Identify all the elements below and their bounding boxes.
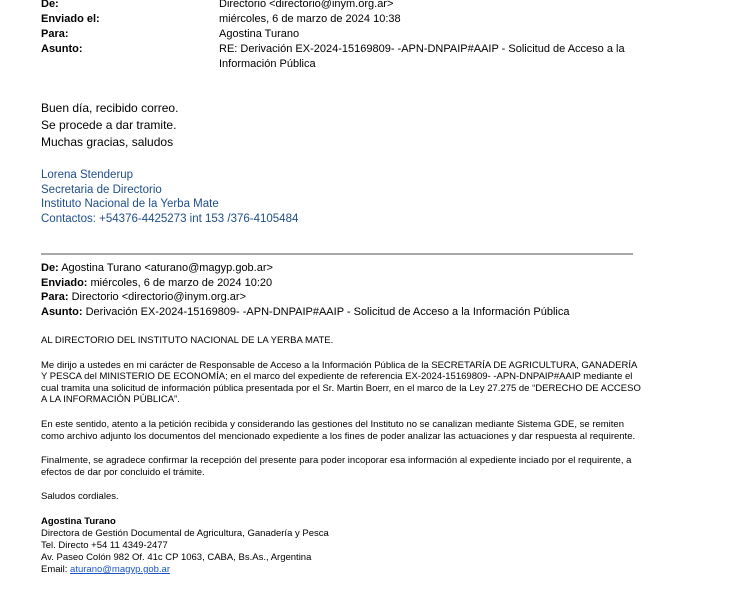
header-row-to [41, 27, 701, 42]
fwd-sent-value: miércoles, 6 de marzo de 2024 10:20 [90, 276, 273, 289]
to-value: Agostina Turano [219, 28, 300, 40]
sender-address: Av. Paseo Colón 982 Of. 41c CP 1063, CABA, Bs.As., Argentina [41, 551, 312, 563]
from-label: De: [41, 0, 59, 10]
message-paragraph-3: Finalmente, se agradece confirmar la recepción del presente para poder incoporar esa información al expediente inciado por el requirente, a efectos de dar por concluido el trámite. [41, 455, 632, 478]
fwd-to-label: Para: [41, 291, 69, 303]
sender-email-row [41, 564, 641, 576]
reply-body [41, 100, 178, 151]
subject-value: RE: Derivación EX-2024-15169809- -APN-DNPAIP#AAIP - Solicitud de Acceso a la Información Pública [219, 43, 625, 70]
message-divider [41, 253, 633, 255]
sender-email-link[interactable]: aturano@magyp.gob.ar [70, 563, 171, 575]
fwd-subject-value: Derivación EX-2024-15169809- -APN-DNPAIP#AAIP - Solicitud de Acceso a la Información Pública [85, 305, 570, 318]
signature-name: Lorena Stenderup [41, 169, 134, 181]
to-label: Para: [41, 28, 69, 40]
sender-name: Agostina Turano [41, 515, 116, 527]
reply-line: Muchas gracias, saludos [41, 135, 174, 149]
sender-email-label: Email: [41, 563, 71, 575]
sent-value: miércoles, 6 de marzo de 2024 10:38 [219, 13, 401, 25]
from-value: Directorio <directorio@inym.org.ar> [219, 0, 394, 10]
signature-contacts: Contactos: +54376-4425273 int 153 /376-4105484 [41, 212, 299, 225]
fwd-to-value: Directorio <directorio@inym.org.ar> [71, 291, 246, 303]
fwd-row-subject [41, 305, 569, 320]
fwd-subject-label: Asunto: [41, 305, 83, 318]
message-greeting: AL DIRECTORIO DEL INSTITUTO NACIONAL DE LA YERBA MATE. [41, 335, 334, 346]
fwd-from-label: De: [41, 262, 59, 274]
fwd-from-value: Agostina Turano <aturano@magyp.gob.ar> [61, 262, 273, 274]
subject-label: Asunto: [41, 43, 83, 55]
message-paragraph-1: Me dirijo a ustedes en mi carácter de Responsable de Acceso a la Información Pública de la SECRETARÍA DE AGRICULTURA, GANADERÍA Y PESCA del MINISTERIO DE ECONOMÍA; en el marco del expediente de referencia EX-2024-15169809- -APN-DNPAIP#AAIP mediante el cual tramita una solicitud de información pública presentada por el Sr. Martin Boerr, en el marco de la Ley 27.275 de “DERECHO DE ACCESO A LA INFORMACIÓN PÚBLICA”. [41, 359, 641, 406]
message-closing: Saludos cordiales. [41, 491, 119, 503]
message-signature [41, 516, 641, 576]
reply-signature [41, 168, 298, 226]
sent-label: Enviado el: [41, 13, 100, 25]
header-row-sent [41, 12, 701, 27]
reply-line: Se procede a dar tramite. [41, 118, 177, 132]
header-row-from [41, 0, 701, 12]
reply-line: Buen día, recibido correo. [41, 101, 179, 115]
signature-org: Instituto Nacional de la Yerba Mate [41, 198, 219, 210]
email-header [41, 0, 701, 72]
fwd-row-from [41, 261, 569, 276]
fwd-row-sent [41, 276, 569, 291]
forwarded-header [41, 261, 569, 319]
sender-phone: Tel. Directo +54 11 4349-2477 [41, 539, 168, 551]
fwd-sent-label: Enviado: [41, 276, 88, 289]
signature-role: Secretaria de Directorio [41, 183, 162, 196]
forwarded-message-body [41, 335, 641, 576]
header-row-subject [41, 42, 701, 72]
fwd-row-to [41, 290, 569, 305]
sender-role: Directora de Gestión Documental de Agricultura, Ganadería y Pesca [41, 527, 329, 539]
message-paragraph-2: En este sentido, atento a la petición recibida y considerando las gestiones del Instituto no se canalizan mediante Sistema GDE, se remiten como archivo adjunto los documentos del mencionado expediente a los fines de poder analizar las actuaciones y dar respuesta al requirente. [41, 418, 636, 442]
